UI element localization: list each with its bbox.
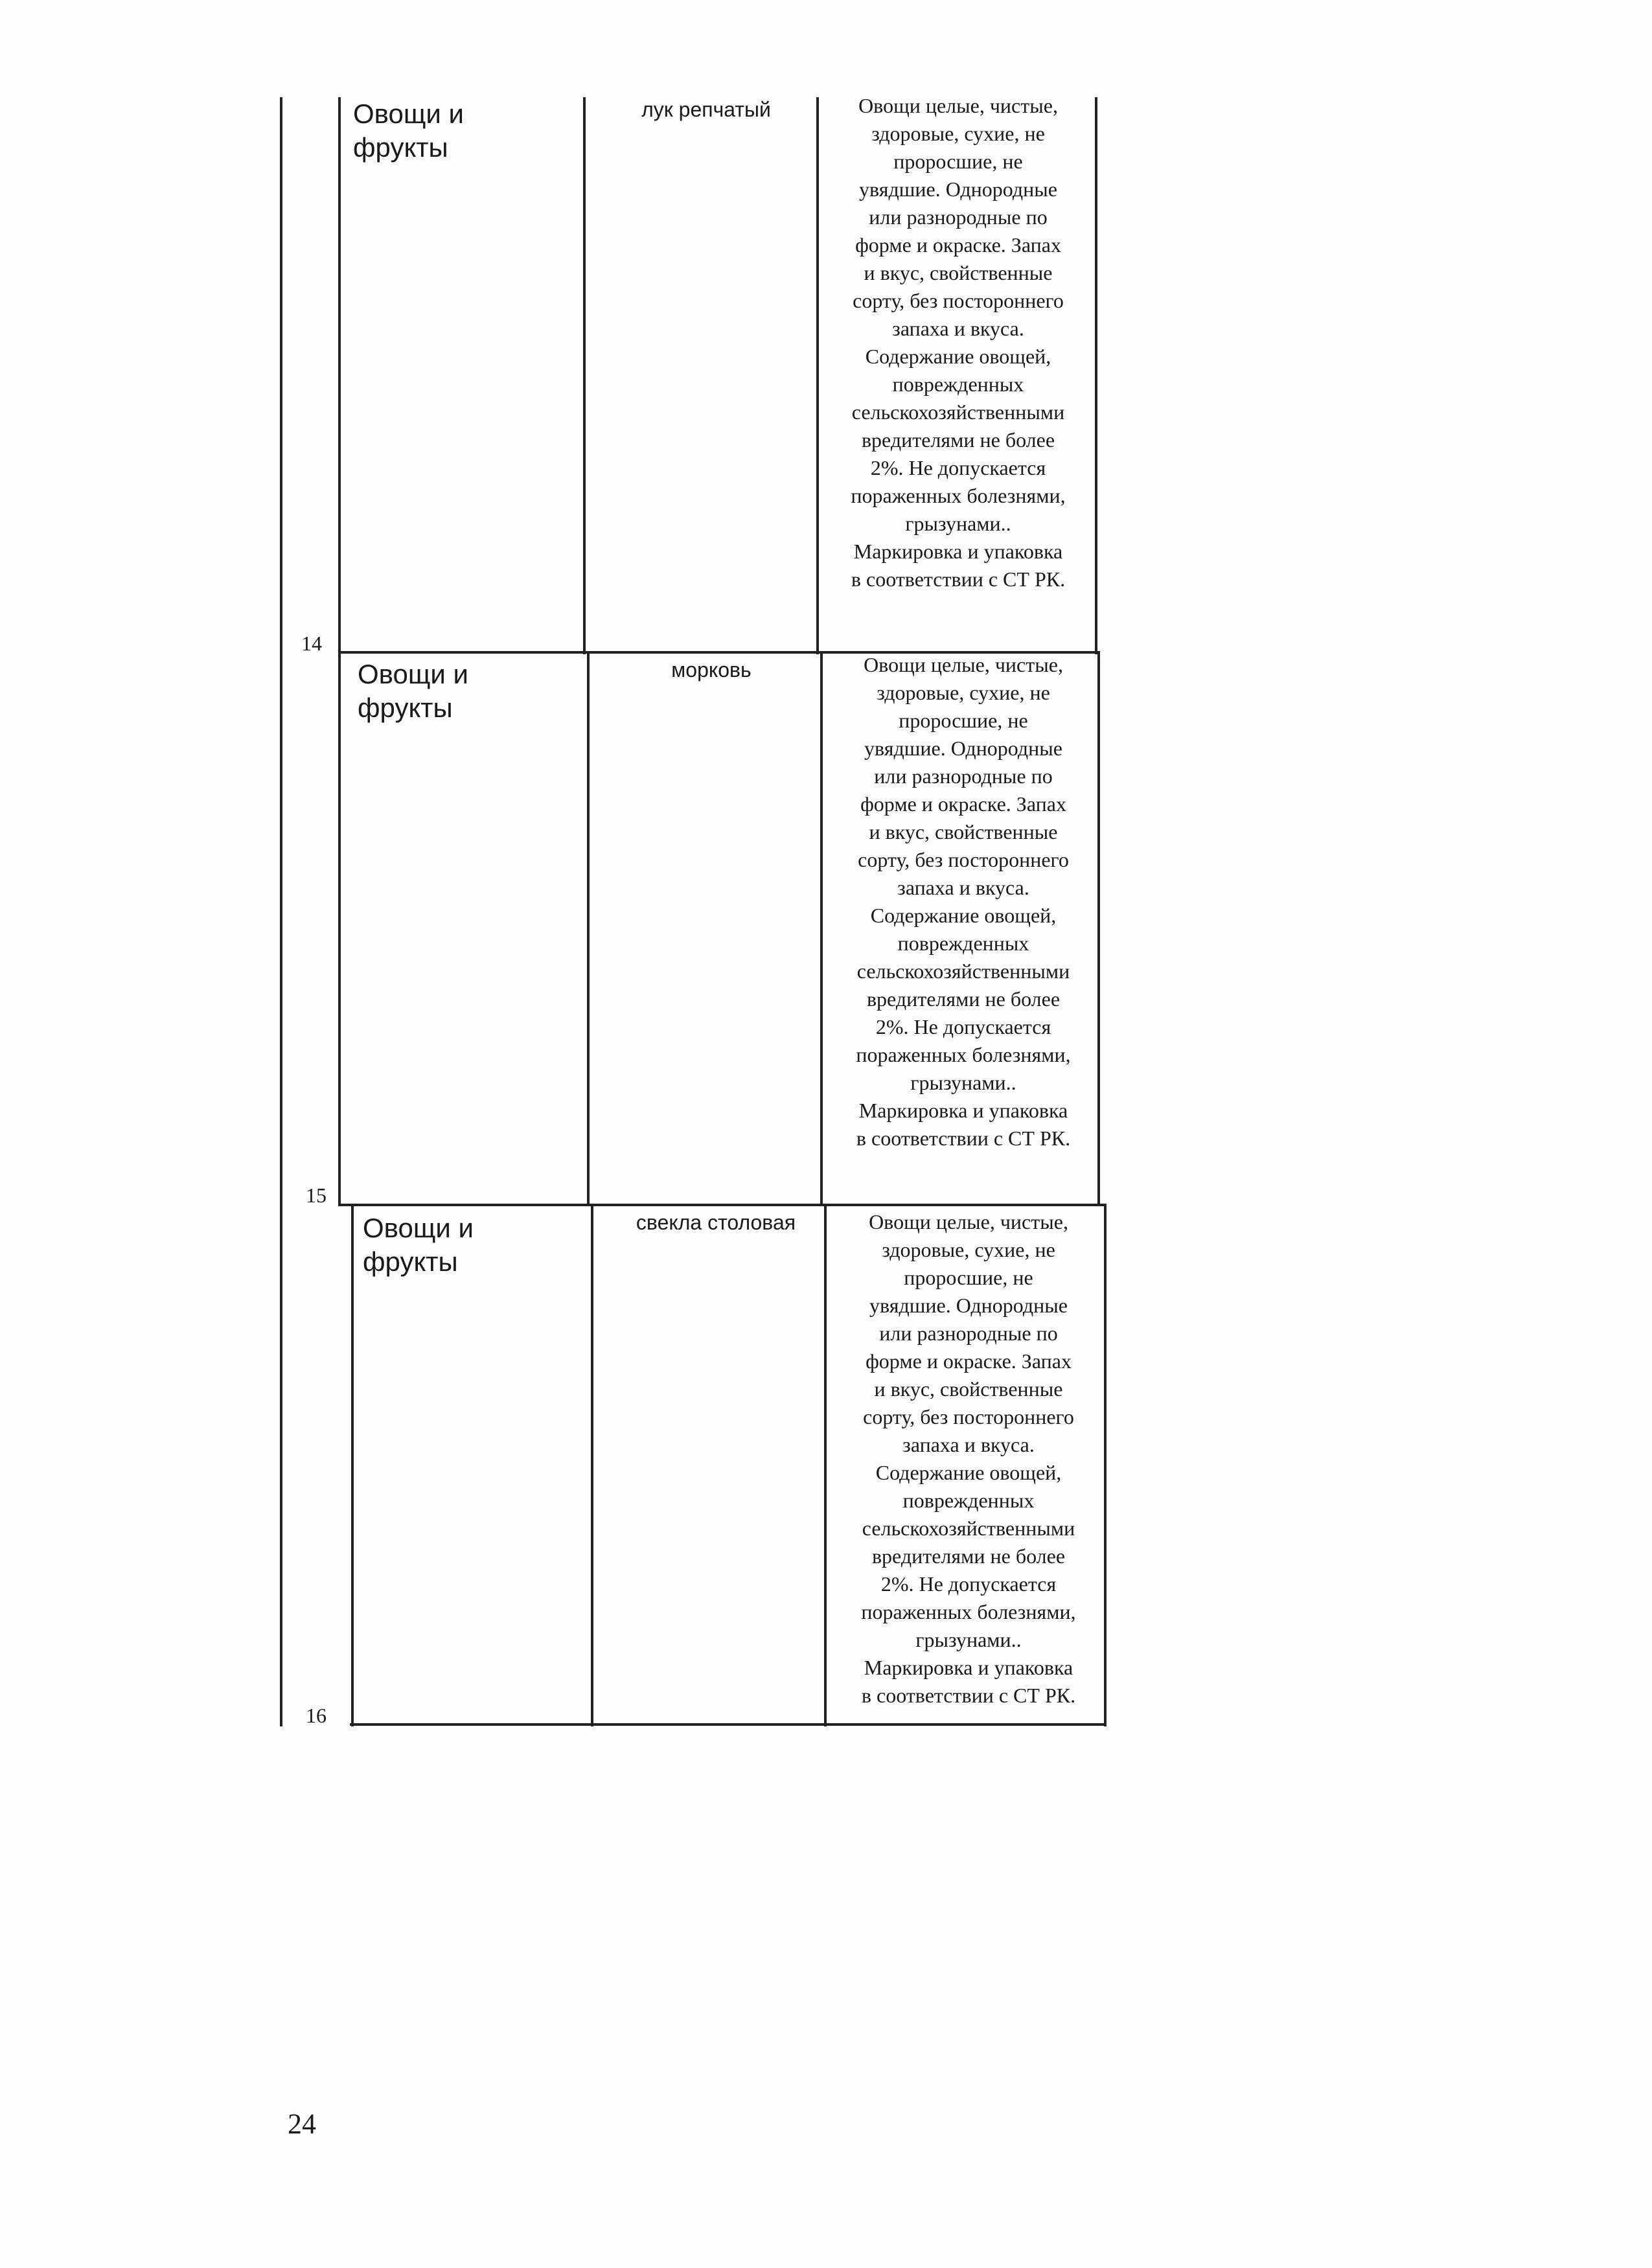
description-line: здоровые, сухие, не: [871, 122, 1045, 145]
description-line: сельскохозяйственными: [856, 959, 1070, 983]
description-line: сорту, без постороннего: [853, 289, 1064, 312]
description-line: в соответствии с СТ РК.: [861, 1684, 1076, 1707]
table-col-divider-3b: [820, 651, 823, 1205]
description-line: Овощи целые, чистые,: [869, 1210, 1068, 1233]
description-line: поврежденных: [902, 1489, 1035, 1512]
description-line: Содержание овощей,: [875, 1461, 1062, 1484]
description-line: и вкус, свойственные: [864, 261, 1053, 284]
description-line: или разнородные по: [879, 1322, 1058, 1345]
description-line: пораженных болезнями,: [856, 1043, 1071, 1066]
table-col-divider-2b: [587, 651, 590, 1205]
description-line: сельскохозяйственными: [851, 400, 1065, 424]
description-line: грызунами..: [905, 512, 1011, 535]
row-number: 16: [306, 1704, 327, 1727]
row-divider-2: [338, 1204, 1107, 1206]
description-line: запаха и вкуса.: [897, 876, 1029, 899]
description-line: и вкус, свойственные: [869, 820, 1058, 843]
row-divider-3: [350, 1723, 1107, 1726]
description-line: пораженных болезнями,: [861, 1600, 1076, 1623]
description-line: грызунами..: [910, 1071, 1016, 1094]
description-line: в соответствии с СТ РК.: [856, 1127, 1071, 1150]
description-cell: [819, 92, 1097, 593]
description-line: сорту, без постороннего: [863, 1405, 1074, 1428]
table-col-divider-2: [583, 97, 586, 654]
description-line: запаха и вкуса.: [902, 1433, 1035, 1456]
description-line: Овощи целые, чистые,: [858, 94, 1058, 117]
description-line: увядшие. Однородные: [864, 737, 1062, 760]
description-line: здоровые, сухие, не: [882, 1238, 1055, 1261]
category-cell: Овощи и фрукты: [358, 659, 469, 723]
description-line: 2%. Не допускается: [880, 1572, 1057, 1596]
description-line: вредителями не более: [871, 1544, 1066, 1568]
description-line: и вкус, свойственные: [874, 1377, 1063, 1401]
description-line: запаха и вкуса.: [892, 317, 1024, 340]
description-cell: [824, 651, 1103, 1152]
category-cell: Овощи и фрукты: [363, 1213, 474, 1277]
description-line: Содержание овощей,: [865, 345, 1051, 368]
product-name-cell: лук репчатый: [641, 98, 771, 121]
description-line: поврежденных: [897, 932, 1029, 955]
product-name-cell: свекла столовая: [636, 1211, 796, 1234]
description-line: 2%. Не допускается: [870, 456, 1046, 479]
description-line: или разнородные по: [869, 205, 1048, 229]
table-col-divider-2c: [591, 1205, 593, 1726]
description-line: вредителями не более: [861, 428, 1055, 452]
description-line: грызунами..: [915, 1628, 1022, 1651]
description-line: здоровые, сухие, не: [877, 681, 1050, 704]
product-name-cell: морковь: [671, 658, 751, 682]
description-line: пораженных болезнями,: [851, 484, 1066, 507]
category-cell: Овощи и фрукты: [353, 98, 465, 163]
description-line: сельскохозяйственными: [862, 1517, 1075, 1540]
description-line: проросшие, не: [893, 150, 1023, 173]
description-line: увядшие. Однородные: [869, 1294, 1068, 1317]
description-line: проросшие, не: [899, 709, 1028, 732]
table-left-border: [280, 97, 282, 1726]
description-line: форме и окраске. Запах: [855, 233, 1061, 257]
description-cell: [829, 1208, 1108, 1710]
description-line: или разнородные по: [874, 764, 1053, 788]
description-line: Маркировка и упаковка: [853, 540, 1063, 563]
description-line: поврежденных: [892, 372, 1024, 396]
description-line: Маркировка и упаковка: [858, 1099, 1068, 1122]
description-line: Овощи целые, чистые,: [864, 653, 1063, 676]
table-col-divider-3c: [824, 1205, 827, 1726]
description-line: проросшие, не: [904, 1266, 1033, 1289]
description-line: форме и окраске. Запах: [866, 1349, 1072, 1373]
row-number: 15: [306, 1184, 327, 1207]
description-line: Маркировка и упаковка: [864, 1656, 1073, 1679]
table-col-divider-1b: [351, 1205, 354, 1726]
description-line: Содержание овощей,: [870, 904, 1057, 927]
description-line: увядшие. Однородные: [859, 178, 1057, 201]
description-line: вредителями не более: [866, 987, 1061, 1011]
description-line: в соответствии с СТ РК.: [851, 567, 1066, 591]
page-number: 24: [288, 2108, 316, 2140]
description-line: форме и окраске. Запах: [860, 792, 1066, 816]
description-line: сорту, без постороннего: [858, 848, 1069, 871]
description-line: 2%. Не допускается: [875, 1015, 1051, 1038]
row-number: 14: [301, 632, 322, 655]
